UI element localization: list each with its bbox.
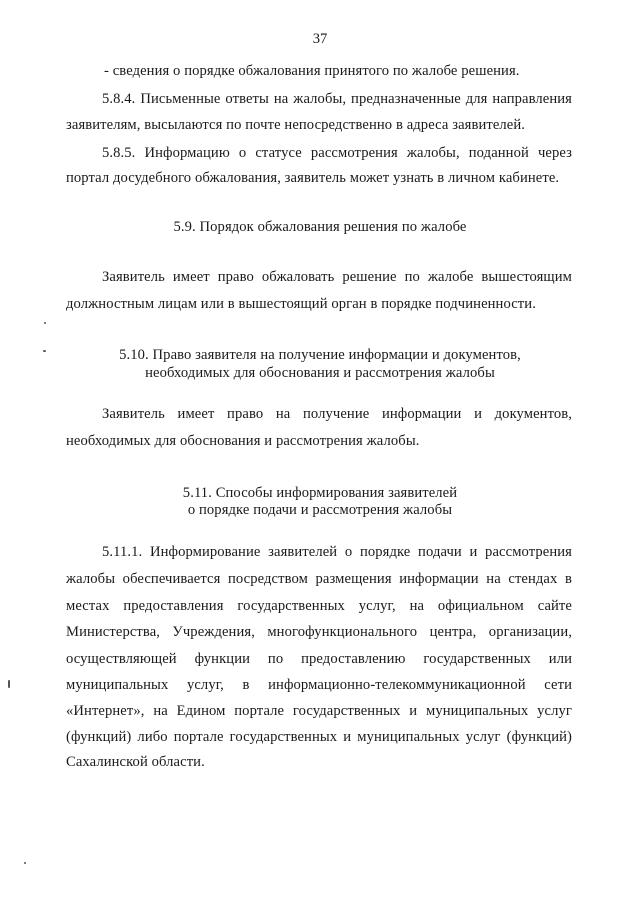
text-line: Заявитель имеет право на получение информации и документов, [102, 406, 572, 422]
text-line: (функций) либо портале государственных и муниципальных услуг (функций) [66, 729, 572, 745]
text-line: должностным лицам или в вышестоящий орган в порядке подчиненности. [66, 296, 536, 312]
text-line: Сахалинской области. [66, 754, 205, 770]
text-line: 5.8.5. Информацию о статусе рассмотрения жалобы, поданной через [102, 145, 572, 161]
scan-speck [24, 862, 26, 864]
text-line: местах предоставления государственных услуг, на официальном сайте [66, 598, 572, 614]
text-line: портал досудебного обжалования, заявитель может узнать в личном кабинете. [66, 170, 560, 186]
text-line: жалобы обеспечивается посредством размещения информации на стендах в [66, 571, 572, 587]
section-heading-5-10: 5.10. Право заявителя на получение информации и документов, [119, 347, 521, 363]
scan-speck [43, 350, 46, 352]
section-heading-5-9: 5.9. Порядок обжалования решения по жалобе [173, 219, 467, 235]
page-number: 37 [312, 31, 328, 47]
text-line: муниципальных услуг, в информационно-телекоммуникационной сети [66, 677, 572, 693]
section-heading-5-11: о порядке подачи и рассмотрения жалобы [187, 502, 453, 518]
text-line: - сведения о порядке обжалования принятого по жалобе решения. [104, 63, 520, 79]
text-line: 5.8.4. Письменные ответы на жалобы, предназначенные для направления [102, 91, 572, 107]
section-heading-5-11: 5.11. Способы информирования заявителей [182, 485, 458, 501]
text-line: Заявитель имеет право обжаловать решение по жалобе вышестоящим [102, 269, 572, 285]
scan-speck [44, 322, 46, 324]
scan-speck [8, 680, 10, 688]
text-line: 5.11.1. Информирование заявителей о порядке подачи и рассмотрения [102, 544, 572, 560]
text-line: «Интернет», на Едином портале государственных и муниципальных услуг [66, 703, 572, 719]
section-heading-5-10: необходимых для обоснования и рассмотрения жалобы [145, 365, 495, 381]
text-line: Министерства, Учреждения, многофункционального центра, организации, [66, 624, 572, 640]
text-line: необходимых для обоснования и рассмотрения жалобы. [66, 433, 420, 449]
text-line: осуществляющей функции по предоставлению государственных или [66, 651, 572, 667]
text-line: заявителям, высылаются по почте непосредственно в адреса заявителей. [66, 117, 526, 133]
